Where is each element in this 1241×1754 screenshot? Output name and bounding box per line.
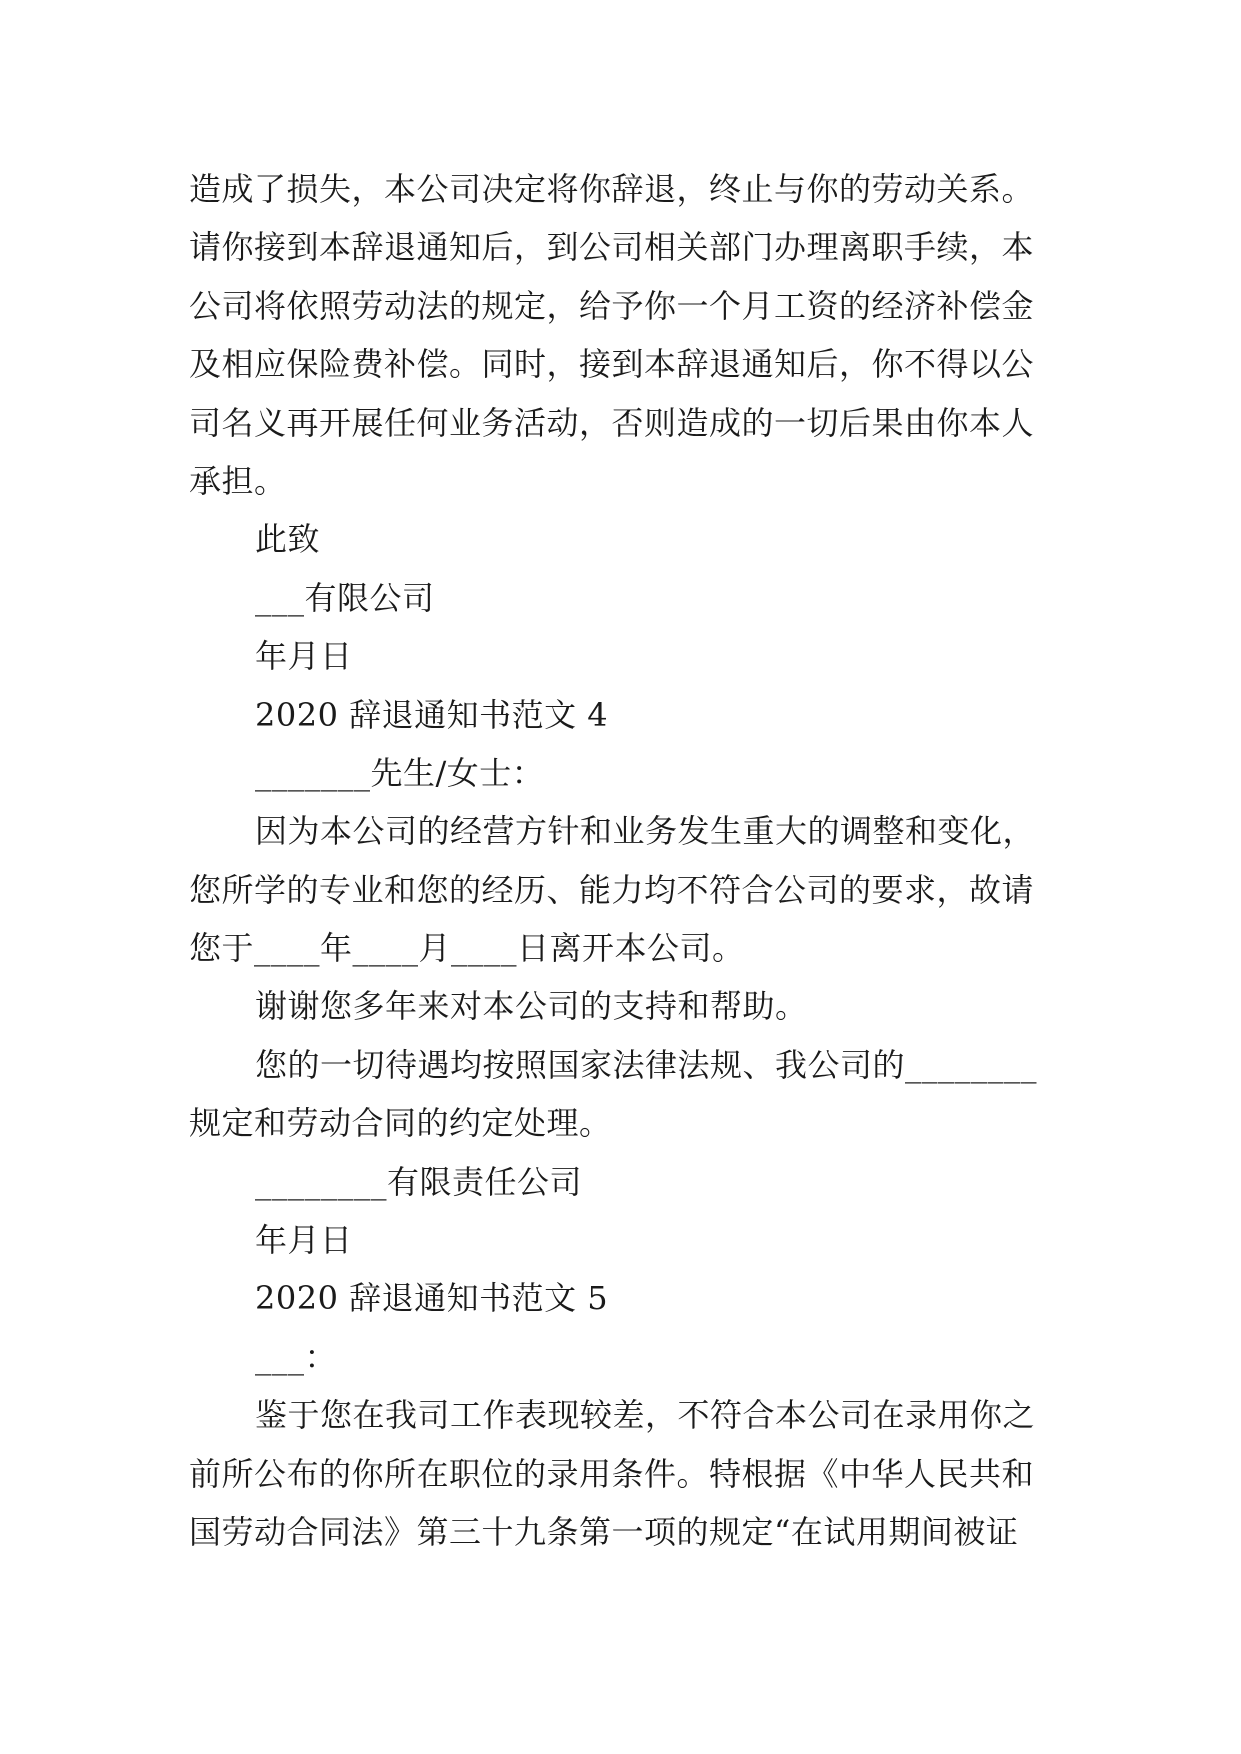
text-line: 您的一切待遇均按照国家法律法规、我公司的________ <box>255 1045 1038 1084</box>
date-line: 年月日 <box>255 637 353 676</box>
text-line: 鉴于您在我司工作表现较差，不符合本公司在录用你之 <box>255 1396 1036 1435</box>
company-signature: ___有限公司 <box>255 578 435 617</box>
addressee-line: _______先生/女士： <box>255 753 545 792</box>
text-line: 请你接到本辞退通知后，到公司相关部门办理离职手续，本 <box>189 228 1035 267</box>
text-line: 前所公布的你所在职位的录用条件。特根据《中华人民共和 <box>189 1454 1035 1493</box>
section-heading: 2020 辞退通知书范文 4 <box>255 695 609 734</box>
section-heading: 2020 辞退通知书范文 5 <box>255 1279 609 1318</box>
text-line: 您所学的专业和您的经历、能力均不符合公司的要求，故请 <box>189 870 1035 909</box>
date-line: 年月日 <box>255 1221 353 1260</box>
document-page <box>189 160 1051 1561</box>
company-signature: ________有限责任公司 <box>255 1162 583 1201</box>
text-line: 造成了损失，本公司决定将你辞退，终止与你的劳动关系。 <box>189 170 1035 208</box>
text-line: 国劳动合同法》第三十九条第一项的规定“在试用期间被证 <box>189 1512 1019 1551</box>
addressee-line: ___： <box>255 1337 338 1376</box>
text-line: 司名义再开展任何业务活动，否则造成的一切后果由你本人 <box>189 403 1035 442</box>
text-line: 规定和劳动合同的约定处理。 <box>189 1104 612 1143</box>
text-line: 谢谢您多年来对本公司的支持和帮助。 <box>255 987 808 1026</box>
text-line: 承担。 <box>189 461 287 500</box>
text-line: 您于____年____月____日离开本公司。 <box>189 929 745 968</box>
text-line: 因为本公司的经营方针和业务发生重大的调整和变化， <box>255 812 1036 851</box>
text-line: 公司将依照劳动法的规定，给予你一个月工资的经济补偿金 <box>189 286 1035 325</box>
salutation: 此致 <box>255 520 321 559</box>
text-line: 及相应保险费补偿。同时，接到本辞退通知后，你不得以公 <box>189 345 1035 384</box>
